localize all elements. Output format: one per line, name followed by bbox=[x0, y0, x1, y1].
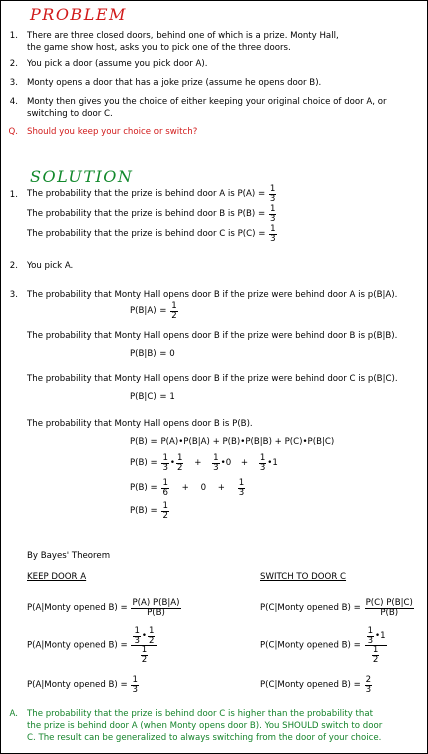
fraction-one-half bbox=[161, 502, 168, 520]
answer-text-line: C. The result can be generalized to always switching from the door of your choice. bbox=[27, 733, 382, 743]
numerator: 1 bbox=[270, 224, 276, 234]
fraction-one-third bbox=[133, 627, 140, 645]
numerator: 1 bbox=[171, 301, 177, 311]
numerator: 1 bbox=[162, 478, 168, 488]
numerator: 1 bbox=[134, 626, 140, 636]
zero-value: 0 bbox=[225, 458, 232, 469]
numerator: 1 bbox=[149, 626, 155, 636]
answer-text-line: the prize is behind door A (when Monty opens door B). You SHOULD switch to door bbox=[27, 721, 383, 731]
problem-item-num: 3. bbox=[9, 78, 18, 88]
numerator: 1 bbox=[269, 184, 276, 194]
denominator: 2 bbox=[141, 654, 148, 665]
fraction-one-third bbox=[269, 205, 276, 223]
problem-item-num: 4. bbox=[9, 97, 18, 107]
keep-bayes-substituted bbox=[27, 627, 158, 664]
numerator: 1 bbox=[162, 501, 168, 511]
question-text: Should you keep your choice or switch? bbox=[27, 127, 198, 137]
numerator: 2 bbox=[365, 675, 372, 685]
pb-eq-general: P(B) = P(A)•P(B|A) + P(B)•P(B|B) + P(C)•P(B|C) bbox=[130, 437, 335, 447]
prior-a bbox=[27, 185, 277, 203]
plus-operator: + bbox=[217, 483, 225, 494]
switch-door-header: SWITCH TO DOOR C bbox=[260, 572, 347, 582]
step-num: 3. bbox=[9, 290, 18, 300]
compound-denominator bbox=[131, 646, 157, 664]
dot-operator: • bbox=[141, 630, 147, 641]
keep-lhs: P(A|Monty opened B) = bbox=[27, 640, 128, 651]
dot-operator: • bbox=[220, 458, 226, 469]
compound-numerator bbox=[365, 627, 387, 646]
answer-text-line: The probability that the prize is behind door C is higher than the probability that bbox=[27, 709, 374, 719]
switch-lhs: P(C|Monty opened B) = bbox=[260, 640, 361, 651]
dot-operator: • bbox=[169, 458, 175, 469]
likelihood-b-text: The probability that Monty Hall opens door B if the prize were behind door B is p(B|B). bbox=[27, 331, 398, 341]
pb-eq-substituted bbox=[130, 454, 278, 472]
fraction-two-thirds bbox=[365, 676, 372, 694]
keep-lhs: P(A|Monty opened B) = bbox=[27, 680, 128, 691]
likelihood-c-eq: P(B|C) = 1 bbox=[130, 392, 175, 402]
denominator: 3 bbox=[270, 233, 276, 244]
plus-operator: + bbox=[240, 458, 249, 469]
step-num: 2. bbox=[9, 261, 18, 271]
fraction-one-half bbox=[176, 454, 183, 472]
fraction-one-half bbox=[141, 646, 148, 664]
denominator: 3 bbox=[134, 635, 140, 646]
fraction-one-third bbox=[259, 454, 266, 472]
switch-lhs: P(C|Monty opened B) = bbox=[260, 680, 361, 691]
switch-lhs: P(C|Monty opened B) = bbox=[260, 603, 361, 614]
denominator: 3 bbox=[238, 487, 245, 498]
bayes-fraction bbox=[131, 599, 180, 617]
switch-bayes-result bbox=[260, 676, 373, 694]
likelihood-a-text: The probability that Monty Hall opens door B if the prize were behind door A is p(B|A). bbox=[27, 290, 398, 300]
solution-heading: SOLUTION bbox=[30, 167, 134, 186]
fraction-one-third bbox=[131, 676, 138, 694]
problem-item-text: switching to door C. bbox=[27, 109, 113, 119]
compound-fraction bbox=[131, 627, 157, 664]
compound-fraction bbox=[365, 627, 387, 664]
step2-text: You pick A. bbox=[27, 261, 74, 271]
plus-operator: + bbox=[194, 458, 202, 469]
bayes-label: By Bayes' Theorem bbox=[27, 551, 111, 561]
denominator: 2 bbox=[177, 462, 183, 473]
problem-item-num: 2. bbox=[9, 59, 18, 69]
pb-lhs: P(B) = bbox=[130, 483, 158, 494]
zero-value: 0 bbox=[200, 483, 207, 494]
denominator: 2 bbox=[149, 635, 155, 646]
numerator: 1 bbox=[269, 204, 276, 214]
denominator: 2 bbox=[162, 510, 168, 521]
denominator: 3 bbox=[259, 462, 266, 473]
denominator: 3 bbox=[367, 635, 374, 646]
fraction-one-third bbox=[161, 454, 168, 472]
numerator: P(A) P(B|A) bbox=[132, 598, 180, 608]
denominator: 3 bbox=[269, 193, 276, 204]
answer-label: A. bbox=[9, 709, 18, 719]
prior-b bbox=[27, 205, 277, 223]
likelihood-a-lhs: P(B|A) = bbox=[130, 306, 167, 317]
pb-lhs: P(B) = bbox=[130, 506, 158, 517]
switch-bayes-formula bbox=[260, 599, 415, 617]
denominator: 2 bbox=[171, 310, 177, 321]
denominator: P(B) bbox=[147, 607, 165, 618]
problem-item-text: Monty then gives you the choice of either keeping your original choice of door A, or bbox=[27, 97, 387, 107]
problem-heading: PROBLEM bbox=[30, 5, 127, 24]
fraction-one-half bbox=[148, 627, 155, 645]
fraction-one-third bbox=[269, 185, 276, 203]
numerator: 1 bbox=[162, 453, 168, 463]
numerator: 1 bbox=[132, 675, 138, 685]
numerator: 1 bbox=[141, 645, 148, 656]
pb-eq-simplified bbox=[130, 479, 246, 497]
numerator: 1 bbox=[177, 453, 183, 463]
compound-denominator bbox=[365, 646, 387, 664]
pb-text: The probability that Monty Hall opens door B is P(B). bbox=[27, 419, 253, 429]
denominator: 2 bbox=[372, 654, 379, 665]
prior-c-text: The probability that the prize is behind door C is P(C) = bbox=[27, 229, 266, 240]
dot-operator: • bbox=[267, 458, 273, 469]
question-label: Q. bbox=[8, 127, 18, 137]
fraction-one-third bbox=[367, 627, 374, 645]
numerator: P(C) P(B|C) bbox=[365, 598, 413, 608]
one-value: 1 bbox=[380, 630, 386, 641]
problem-item-text: There are three closed doors, behind one of which is a prize. Monty Hall, bbox=[27, 31, 339, 41]
compound-numerator bbox=[131, 627, 157, 646]
numerator: 1 bbox=[238, 478, 245, 488]
numerator: 1 bbox=[367, 626, 374, 636]
plus-operator: + bbox=[181, 483, 189, 494]
denominator: P(B) bbox=[380, 607, 399, 618]
denominator: 3 bbox=[132, 684, 138, 695]
problem-item-text: You pick a door (assume you pick door A). bbox=[27, 59, 208, 69]
denominator: 3 bbox=[213, 462, 219, 473]
fraction-one-sixth bbox=[161, 479, 168, 497]
denominator: 3 bbox=[365, 684, 372, 695]
dot-operator: • bbox=[375, 630, 381, 641]
denominator: 3 bbox=[162, 462, 168, 473]
step-num: 1. bbox=[9, 190, 18, 200]
fraction-one-third bbox=[212, 454, 219, 472]
denominator: 3 bbox=[269, 213, 276, 224]
numerator: 1 bbox=[372, 645, 379, 656]
fraction-one-third bbox=[238, 479, 245, 497]
keep-lhs: P(A|Monty opened B) = bbox=[27, 603, 128, 614]
problem-item-text: Monty opens a door that has a joke prize (assume he opens door B). bbox=[27, 78, 322, 88]
keep-bayes-result bbox=[27, 676, 140, 694]
likelihood-b-eq: P(B|B) = 0 bbox=[130, 349, 175, 359]
pb-eq-result bbox=[130, 502, 170, 520]
pb-lhs: P(B) = bbox=[130, 458, 158, 469]
problem-item-text: the game show host, asks you to pick one of the three doors. bbox=[27, 43, 291, 53]
keep-bayes-formula bbox=[27, 599, 182, 617]
prior-c bbox=[27, 225, 278, 243]
problem-item-num: 1. bbox=[9, 31, 18, 41]
fraction-one-half bbox=[372, 646, 379, 664]
switch-bayes-substituted bbox=[260, 627, 388, 664]
prior-a-text: The probability that the prize is behind door A is P(A) = bbox=[27, 189, 266, 200]
numerator: 1 bbox=[259, 453, 266, 463]
keep-door-header: KEEP DOOR A bbox=[27, 572, 87, 582]
denominator: 6 bbox=[162, 487, 168, 498]
likelihood-c-text: The probability that Monty Hall opens door B if the prize were behind door C is p(B|C). bbox=[27, 374, 398, 384]
numerator: 1 bbox=[213, 453, 219, 463]
likelihood-a-eq bbox=[130, 302, 179, 320]
one-value: 1 bbox=[272, 458, 278, 469]
fraction-one-third bbox=[269, 225, 276, 243]
bayes-fraction bbox=[365, 599, 414, 617]
prior-b-text: The probability that the prize is behind door B is P(B) = bbox=[27, 209, 266, 220]
fraction-one-half bbox=[170, 302, 177, 320]
